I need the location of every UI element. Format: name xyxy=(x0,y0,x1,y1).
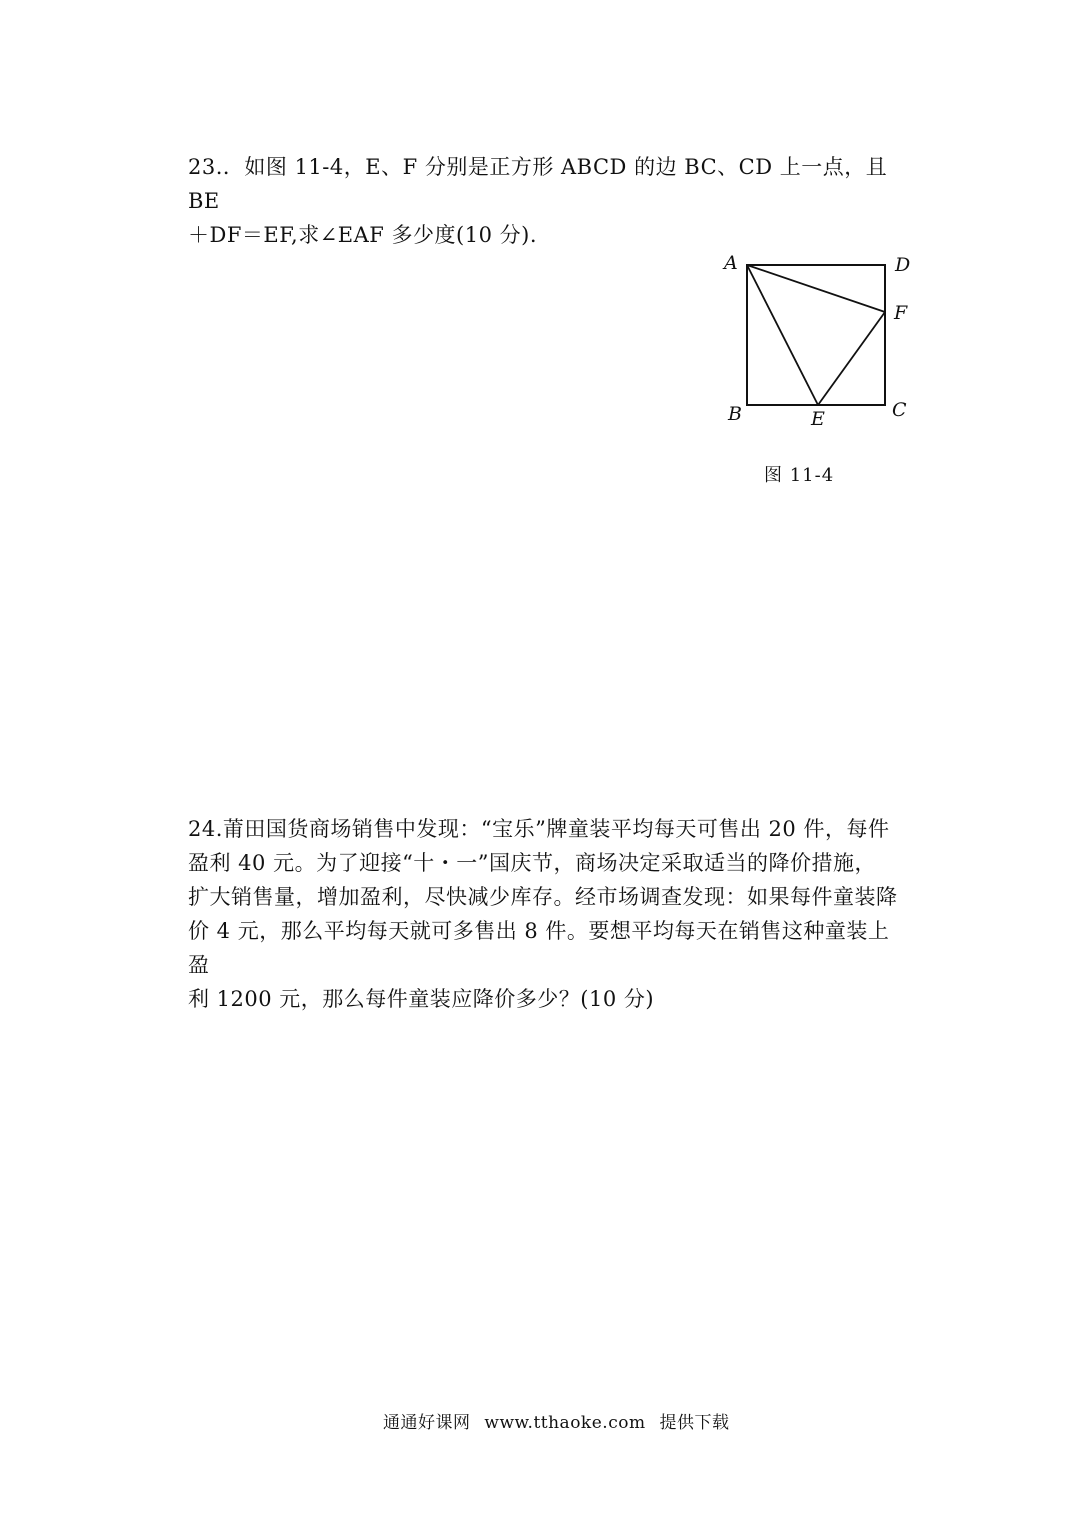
question-24 xyxy=(188,812,908,1016)
label-d: D xyxy=(895,254,911,276)
segment-ef xyxy=(818,312,885,405)
question-24-line-4: 价 4 元，那么平均每天就可多售出 8 件。要想平均每天在销售这种童装上盈 xyxy=(188,919,890,977)
label-c: C xyxy=(892,399,907,421)
label-b: B xyxy=(728,403,742,425)
question-23 xyxy=(188,150,908,252)
label-e: E xyxy=(811,408,825,430)
question-24-line-2: 盈利 40 元。为了迎接“十・一”国庆节，商场决定采取适当的降价措施， xyxy=(188,851,877,875)
geometry-figure xyxy=(710,240,930,440)
label-f: F xyxy=(894,302,908,324)
footer-site-name: 通通好课网 xyxy=(383,1413,471,1433)
square-abcd xyxy=(747,265,885,405)
figure-caption: 图 11-4 xyxy=(764,465,835,486)
question-24-line-3: 扩大销售量，增加盈利，尽快减少库存。经市场调查发现：如果每件童装降 xyxy=(188,885,898,909)
footer-suffix: 提供下载 xyxy=(659,1413,730,1433)
footer-url: www.tthaoke.com xyxy=(484,1413,646,1433)
question-23-line-2: ＋DF＝EF,求∠EAF 多少度(10 分). xyxy=(188,223,538,247)
label-a: A xyxy=(724,252,738,274)
question-24-line-1: 24.莆田国货商场销售中发现：“宝乐”牌童装平均每天可售出 20 件，每件 xyxy=(188,817,890,841)
question-24-line-5: 利 1200 元，那么每件童装应降价多少？(10 分) xyxy=(188,987,655,1011)
page-footer xyxy=(383,1408,737,1433)
square-diagram xyxy=(710,240,930,440)
question-23-line-1: 23.．如图 11-4，E、F 分别是正方形 ABCD 的边 BC、CD 上一点，且 BE xyxy=(188,155,888,213)
